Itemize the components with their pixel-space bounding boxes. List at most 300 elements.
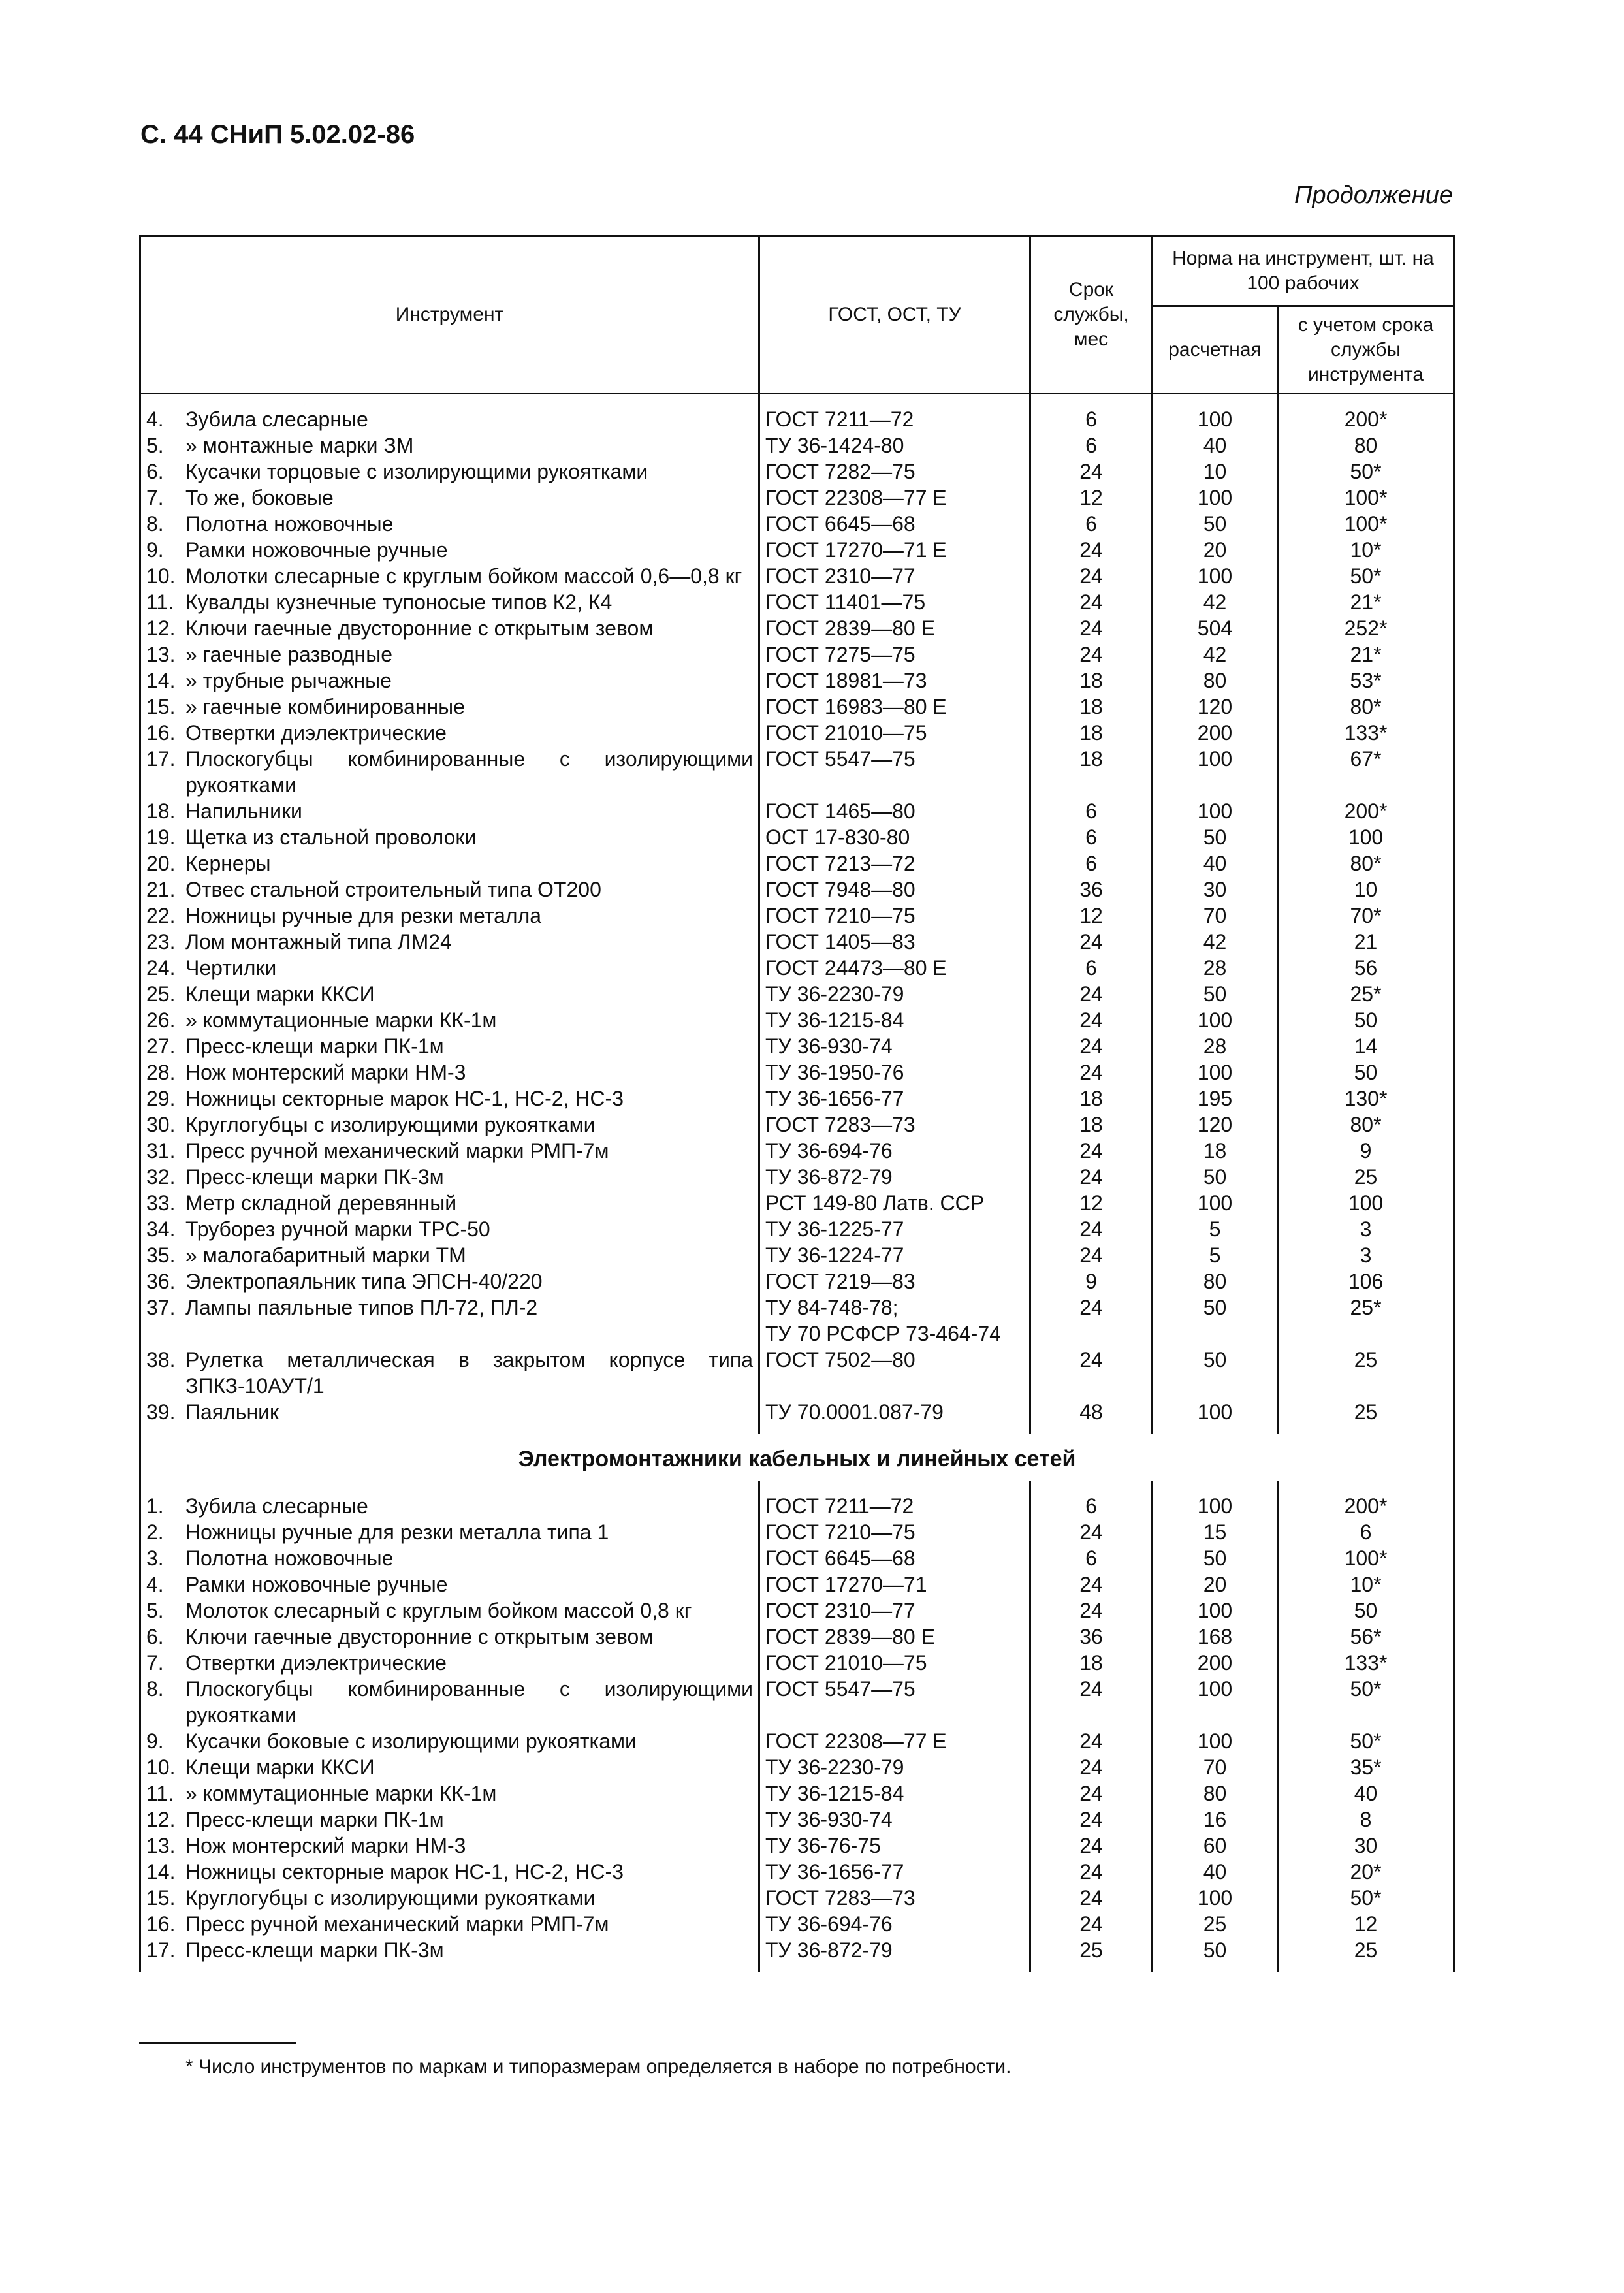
tool-entry bbox=[146, 537, 753, 563]
gost-reference: РСТ 149-80 Латв. ССР bbox=[765, 1191, 985, 1215]
gost-reference: ТУ 36-930-74 bbox=[765, 1808, 893, 1831]
norm-with-life-cell: 56 bbox=[1278, 955, 1454, 981]
gost-reference: ТУ 84-748-78; bbox=[765, 1296, 899, 1319]
header-gost: ГОСТ, ОСТ, ТУ bbox=[759, 236, 1030, 394]
norm-with-life-cell: 3 bbox=[1278, 1242, 1454, 1268]
tool-cell bbox=[140, 1911, 759, 1937]
tool-cell bbox=[140, 850, 759, 876]
tool-entry bbox=[146, 1728, 753, 1754]
table-row bbox=[140, 798, 1454, 824]
gost-cell bbox=[759, 1597, 1030, 1624]
table-row bbox=[140, 1216, 1454, 1242]
service-life-cell: 24 bbox=[1030, 1164, 1153, 1190]
item-number: 9. bbox=[146, 1729, 164, 1753]
service-life-cell: 24 bbox=[1030, 1242, 1153, 1268]
gost-cell bbox=[759, 1033, 1030, 1059]
norm-with-life-cell: 50* bbox=[1278, 563, 1454, 589]
tool-cell bbox=[140, 824, 759, 850]
tool-name: » малогабаритный марки ТМ bbox=[185, 1243, 466, 1267]
calc-norm-cell: 100 bbox=[1153, 798, 1278, 824]
gost-cell bbox=[759, 1268, 1030, 1294]
item-number: 18. bbox=[146, 799, 176, 823]
calc-norm-cell: 30 bbox=[1153, 876, 1278, 903]
tool-cell bbox=[140, 511, 759, 537]
tool-name: Клещи марки ККСИ bbox=[185, 1756, 375, 1779]
tool-entry bbox=[146, 511, 753, 537]
gost-cell bbox=[759, 1833, 1030, 1859]
gost-reference: ТУ 36-872-79 bbox=[765, 1938, 893, 1962]
tool-name: Пресс-клещи марки ПК-3м bbox=[185, 1938, 444, 1962]
item-number: 6. bbox=[146, 460, 164, 483]
tool-name: Плоскогубцы комбинированные с изолирующими рукоятками bbox=[185, 747, 753, 797]
norm-with-life-cell: 25 bbox=[1278, 1347, 1454, 1399]
tool-entry bbox=[146, 850, 753, 876]
calc-norm-cell: 50 bbox=[1153, 1545, 1278, 1571]
gost-cell bbox=[759, 1885, 1030, 1911]
calc-norm-cell: 100 bbox=[1153, 394, 1278, 433]
tool-cell bbox=[140, 1138, 759, 1164]
tool-name: Плоскогубцы комбинированные с изолирующими рукоятками bbox=[185, 1677, 753, 1727]
tool-cell bbox=[140, 1754, 759, 1780]
calc-norm-cell: 42 bbox=[1153, 589, 1278, 615]
calc-norm-cell: 42 bbox=[1153, 929, 1278, 955]
table-row bbox=[140, 1164, 1454, 1190]
gost-cell bbox=[759, 1399, 1030, 1434]
table-row bbox=[140, 1597, 1454, 1624]
tool-cell bbox=[140, 394, 759, 433]
item-number: 23. bbox=[146, 930, 176, 954]
gost-reference: ГОСТ 7275—75 bbox=[765, 643, 915, 666]
tool-cell bbox=[140, 1676, 759, 1728]
gost-cell bbox=[759, 511, 1030, 537]
tool-name: Напильники bbox=[185, 799, 302, 823]
gost-cell bbox=[759, 1112, 1030, 1138]
tool-entry bbox=[146, 1268, 753, 1294]
norm-with-life-cell: 21 bbox=[1278, 929, 1454, 955]
tool-entry bbox=[146, 1937, 753, 1963]
tool-entry bbox=[146, 798, 753, 824]
calc-norm-cell: 60 bbox=[1153, 1833, 1278, 1859]
table-row bbox=[140, 694, 1454, 720]
gost-reference: ТУ 36-1950-76 bbox=[765, 1061, 904, 1084]
service-life-cell: 24 bbox=[1030, 589, 1153, 615]
tool-name: Щетка из стальной проволоки bbox=[185, 826, 477, 849]
gost-reference: ТУ 36-930-74 bbox=[765, 1034, 893, 1058]
table-row bbox=[140, 903, 1454, 929]
service-life-cell: 24 bbox=[1030, 1347, 1153, 1399]
tool-entry bbox=[146, 1806, 753, 1833]
service-life-cell: 18 bbox=[1030, 1650, 1153, 1676]
service-life-cell: 24 bbox=[1030, 1294, 1153, 1347]
gost-reference: ГОСТ 2839—80 Е bbox=[765, 1625, 935, 1648]
service-life-cell: 24 bbox=[1030, 1033, 1153, 1059]
tool-entry bbox=[146, 1033, 753, 1059]
gost-reference: ГОСТ 24473—80 Е bbox=[765, 956, 947, 980]
gost-cell bbox=[759, 694, 1030, 720]
gost-reference: ГОСТ 22308—77 Е bbox=[765, 1729, 947, 1753]
tool-name: Зубила слесарные bbox=[185, 408, 368, 431]
tool-cell bbox=[140, 1624, 759, 1650]
gost-cell bbox=[759, 1780, 1030, 1806]
service-life-cell: 24 bbox=[1030, 1885, 1153, 1911]
table-row bbox=[140, 955, 1454, 981]
calc-norm-cell: 16 bbox=[1153, 1806, 1278, 1833]
footnote: * Число инструментов по маркам и типоразмерам определяется в наборе по потребности. bbox=[185, 2056, 1011, 2077]
gost-cell bbox=[759, 824, 1030, 850]
tool-name: Рамки ножовочные ручные bbox=[185, 538, 448, 562]
gost-cell bbox=[759, 1138, 1030, 1164]
gost-cell bbox=[759, 720, 1030, 746]
section2-header bbox=[140, 1434, 1454, 1481]
calc-norm-cell: 70 bbox=[1153, 903, 1278, 929]
item-number: 32. bbox=[146, 1165, 176, 1189]
service-life-cell: 18 bbox=[1030, 1085, 1153, 1112]
table-row bbox=[140, 929, 1454, 955]
norm-with-life-cell: 50 bbox=[1278, 1059, 1454, 1085]
item-number: 11. bbox=[146, 590, 174, 614]
item-number: 35. bbox=[146, 1243, 176, 1267]
table-row bbox=[140, 1268, 1454, 1294]
calc-norm-cell: 50 bbox=[1153, 511, 1278, 537]
tool-cell bbox=[140, 667, 759, 694]
table-row bbox=[140, 1937, 1454, 1972]
gost-cell bbox=[759, 798, 1030, 824]
gost-cell bbox=[759, 1650, 1030, 1676]
calc-norm-cell: 5 bbox=[1153, 1216, 1278, 1242]
item-number: 13. bbox=[146, 643, 176, 666]
table-row bbox=[140, 615, 1454, 641]
item-number: 34. bbox=[146, 1217, 176, 1241]
gost-reference: ГОСТ 7282—75 bbox=[765, 460, 915, 483]
service-life-cell: 6 bbox=[1030, 432, 1153, 458]
tool-name: Электропаяльник типа ЭПСН-40/220 bbox=[185, 1270, 543, 1293]
gost-reference: ОСТ 17-830-80 bbox=[765, 826, 910, 849]
table-row bbox=[140, 1780, 1454, 1806]
item-number: 16. bbox=[146, 721, 176, 745]
gost-reference: ТУ 36-1224-77 bbox=[765, 1243, 904, 1267]
gost-cell bbox=[759, 1347, 1030, 1399]
calc-norm-cell: 28 bbox=[1153, 955, 1278, 981]
item-number: 13. bbox=[146, 1834, 176, 1857]
table-row bbox=[140, 1885, 1454, 1911]
gost-reference: ГОСТ 5547—75 bbox=[765, 747, 915, 771]
item-number: 7. bbox=[146, 486, 164, 509]
gost-reference: ГОСТ 7283—73 bbox=[765, 1886, 915, 1910]
tool-cell bbox=[140, 1164, 759, 1190]
calc-norm-cell: 50 bbox=[1153, 1294, 1278, 1347]
tool-cell bbox=[140, 432, 759, 458]
header-service-life: Срок службы, мес bbox=[1030, 236, 1153, 394]
tool-name: Ножницы ручные для резки металла bbox=[185, 904, 542, 927]
gost-cell bbox=[759, 876, 1030, 903]
norm-with-life-cell: 200* bbox=[1278, 394, 1454, 433]
gost-reference: ГОСТ 7948—80 bbox=[765, 878, 915, 901]
tool-name: Рамки ножовочные ручные bbox=[185, 1573, 448, 1596]
norm-with-life-cell: 80* bbox=[1278, 694, 1454, 720]
table-row bbox=[140, 1806, 1454, 1833]
norm-with-life-cell: 30 bbox=[1278, 1833, 1454, 1859]
calc-norm-cell: 18 bbox=[1153, 1138, 1278, 1164]
tool-entry bbox=[146, 929, 753, 955]
tool-entry bbox=[146, 641, 753, 667]
norm-with-life-cell: 106 bbox=[1278, 1268, 1454, 1294]
tool-cell bbox=[140, 876, 759, 903]
table-row bbox=[140, 746, 1454, 798]
tool-entry bbox=[146, 1190, 753, 1216]
gost-reference: ТУ 36-1656-77 bbox=[765, 1860, 904, 1884]
calc-norm-cell: 100 bbox=[1153, 1190, 1278, 1216]
service-life-cell: 6 bbox=[1030, 511, 1153, 537]
item-number: 15. bbox=[146, 695, 176, 718]
item-number: 24. bbox=[146, 956, 176, 980]
header-norm-group: Норма на инструмент, шт. на 100 рабочих bbox=[1153, 236, 1454, 306]
tool-name: Нож монтерский марки НМ-3 bbox=[185, 1834, 466, 1857]
norm-with-life-cell: 21* bbox=[1278, 589, 1454, 615]
service-life-cell: 6 bbox=[1030, 1481, 1153, 1519]
gost-cell bbox=[759, 1085, 1030, 1112]
tool-entry bbox=[146, 1085, 753, 1112]
calc-norm-cell: 40 bbox=[1153, 850, 1278, 876]
item-number: 37. bbox=[146, 1296, 176, 1319]
item-number: 26. bbox=[146, 1008, 176, 1032]
service-life-cell: 6 bbox=[1030, 798, 1153, 824]
item-number: 27. bbox=[146, 1034, 176, 1058]
tool-name: Ключи гаечные двусторонние с открытым зевом bbox=[185, 617, 654, 640]
calc-norm-cell: 100 bbox=[1153, 1728, 1278, 1754]
tool-entry bbox=[146, 1545, 753, 1571]
tool-entry bbox=[146, 1216, 753, 1242]
norm-with-life-cell: 3 bbox=[1278, 1216, 1454, 1242]
tool-entry bbox=[146, 746, 753, 798]
gost-reference: ГОСТ 21010—75 bbox=[765, 721, 927, 745]
tool-name: Кувалды кузнечные тупоносые типов К2, К4 bbox=[185, 590, 613, 614]
tool-entry bbox=[146, 485, 753, 511]
tool-cell bbox=[140, 798, 759, 824]
calc-norm-cell: 10 bbox=[1153, 458, 1278, 485]
header-with-life: с учетом срока службы инструмента bbox=[1278, 306, 1454, 394]
table-row bbox=[140, 981, 1454, 1007]
gost-reference: ГОСТ 6645—68 bbox=[765, 512, 915, 536]
tool-entry bbox=[146, 955, 753, 981]
gost-reference: ГОСТ 7283—73 bbox=[765, 1113, 915, 1136]
gost-cell bbox=[759, 1294, 1030, 1347]
service-life-cell: 48 bbox=[1030, 1399, 1153, 1434]
gost-reference: ТУ 36-1424-80 bbox=[765, 434, 904, 457]
service-life-cell: 24 bbox=[1030, 1597, 1153, 1624]
norm-with-life-cell: 200* bbox=[1278, 1481, 1454, 1519]
item-number: 14. bbox=[146, 1860, 176, 1884]
service-life-cell: 24 bbox=[1030, 981, 1153, 1007]
table-row bbox=[140, 1571, 1454, 1597]
gost-cell bbox=[759, 1624, 1030, 1650]
tool-cell bbox=[140, 1937, 759, 1972]
service-life-cell: 24 bbox=[1030, 1216, 1153, 1242]
calc-norm-cell: 100 bbox=[1153, 1399, 1278, 1434]
tool-cell bbox=[140, 1268, 759, 1294]
tool-name: Кернеры bbox=[185, 852, 271, 875]
norm-with-life-cell: 252* bbox=[1278, 615, 1454, 641]
service-life-cell: 36 bbox=[1030, 1624, 1153, 1650]
service-life-cell: 24 bbox=[1030, 1007, 1153, 1033]
calc-norm-cell: 100 bbox=[1153, 1007, 1278, 1033]
service-life-cell: 24 bbox=[1030, 1571, 1153, 1597]
gost-cell bbox=[759, 485, 1030, 511]
tool-name: Полотна ножовочные bbox=[185, 1547, 394, 1570]
section1-body bbox=[140, 394, 1454, 1435]
calc-norm-cell: 100 bbox=[1153, 1597, 1278, 1624]
tool-cell bbox=[140, 1728, 759, 1754]
tool-entry bbox=[146, 1676, 753, 1728]
norm-with-life-cell: 10* bbox=[1278, 537, 1454, 563]
calc-norm-cell: 100 bbox=[1153, 485, 1278, 511]
table-row bbox=[140, 824, 1454, 850]
tool-cell bbox=[140, 485, 759, 511]
gost-cell bbox=[759, 615, 1030, 641]
tool-cell bbox=[140, 903, 759, 929]
gost-cell bbox=[759, 1007, 1030, 1033]
table-row bbox=[140, 1624, 1454, 1650]
norm-with-life-cell: 25* bbox=[1278, 981, 1454, 1007]
service-life-cell: 36 bbox=[1030, 876, 1153, 903]
table-row bbox=[140, 876, 1454, 903]
calc-norm-cell: 80 bbox=[1153, 1268, 1278, 1294]
gost-reference: ГОСТ 2310—77 bbox=[765, 1599, 915, 1622]
item-number: 10. bbox=[146, 564, 176, 588]
norm-with-life-cell: 70* bbox=[1278, 903, 1454, 929]
service-life-cell: 12 bbox=[1030, 1190, 1153, 1216]
tool-name: Пресс ручной механический марки РМП-7м bbox=[185, 1912, 609, 1936]
tool-name: » коммутационные марки КК-1м bbox=[185, 1782, 497, 1805]
table-row bbox=[140, 485, 1454, 511]
service-life-cell: 6 bbox=[1030, 955, 1153, 981]
gost-cell bbox=[759, 1806, 1030, 1833]
item-number: 9. bbox=[146, 538, 164, 562]
item-number: 28. bbox=[146, 1061, 176, 1084]
tool-entry bbox=[146, 589, 753, 615]
tool-cell bbox=[140, 589, 759, 615]
service-life-cell: 24 bbox=[1030, 929, 1153, 955]
tool-entry bbox=[146, 720, 753, 746]
tool-name: Труборез ручной марки ТРС-50 bbox=[185, 1217, 490, 1241]
tool-cell bbox=[140, 1085, 759, 1112]
service-life-cell: 6 bbox=[1030, 1545, 1153, 1571]
norm-with-life-cell: 8 bbox=[1278, 1806, 1454, 1833]
tool-entry bbox=[146, 1833, 753, 1859]
tool-entry bbox=[146, 615, 753, 641]
gost-cell bbox=[759, 1545, 1030, 1571]
tool-cell bbox=[140, 1294, 759, 1347]
gost-reference: ГОСТ 7210—75 bbox=[765, 904, 915, 927]
tool-cell bbox=[140, 1242, 759, 1268]
gost-reference: ТУ 36-1225-77 bbox=[765, 1217, 904, 1241]
tool-cell bbox=[140, 1033, 759, 1059]
tool-cell bbox=[140, 720, 759, 746]
gost-reference: ГОСТ 11401—75 bbox=[765, 590, 926, 614]
service-life-cell: 18 bbox=[1030, 1112, 1153, 1138]
item-number: 29. bbox=[146, 1087, 176, 1110]
item-number: 38. bbox=[146, 1348, 176, 1371]
tool-cell bbox=[140, 1190, 759, 1216]
gost-reference: ТУ 36-1215-84 bbox=[765, 1782, 904, 1805]
gost-cell bbox=[759, 667, 1030, 694]
table-row bbox=[140, 1007, 1454, 1033]
gost-reference: ГОСТ 18981—73 bbox=[765, 669, 927, 692]
gost-reference: ТУ 70.0001.087-79 bbox=[765, 1400, 944, 1424]
table-row bbox=[140, 589, 1454, 615]
norm-with-life-cell: 6 bbox=[1278, 1519, 1454, 1545]
tool-entry bbox=[146, 563, 753, 589]
item-number: 17. bbox=[146, 1938, 176, 1962]
tool-entry bbox=[146, 1112, 753, 1138]
tools-norm-table bbox=[139, 235, 1455, 1972]
item-number: 12. bbox=[146, 1808, 176, 1831]
gost-reference: ГОСТ 7211—72 bbox=[765, 408, 914, 431]
tool-name: » гаечные комбинированные bbox=[185, 695, 465, 718]
tool-name: Пресс ручной механический марки РМП-7м bbox=[185, 1139, 609, 1163]
calc-norm-cell: 100 bbox=[1153, 1676, 1278, 1728]
gost-reference: ГОСТ 7210—75 bbox=[765, 1520, 915, 1544]
gost-reference: ГОСТ 21010—75 bbox=[765, 1651, 927, 1675]
item-number: 25. bbox=[146, 982, 176, 1006]
norm-with-life-cell: 25 bbox=[1278, 1937, 1454, 1972]
tool-name: Кусачки торцовые с изолирующими рукоятками bbox=[185, 460, 648, 483]
table-row bbox=[140, 1085, 1454, 1112]
calc-norm-cell: 70 bbox=[1153, 1754, 1278, 1780]
tool-entry bbox=[146, 1650, 753, 1676]
tool-entry bbox=[146, 1242, 753, 1268]
item-number: 4. bbox=[146, 1573, 164, 1596]
tool-cell bbox=[140, 1545, 759, 1571]
tool-cell bbox=[140, 615, 759, 641]
gost-cell bbox=[759, 1481, 1030, 1519]
table-row bbox=[140, 1911, 1454, 1937]
item-number: 15. bbox=[146, 1886, 176, 1910]
table-row bbox=[140, 563, 1454, 589]
gost-cell bbox=[759, 1216, 1030, 1242]
calc-norm-cell: 100 bbox=[1153, 746, 1278, 798]
norm-with-life-cell: 20* bbox=[1278, 1859, 1454, 1885]
tool-cell bbox=[140, 1597, 759, 1624]
item-number: 8. bbox=[146, 1677, 164, 1701]
tool-name: Круглогубцы с изолирующими рукоятками bbox=[185, 1886, 596, 1910]
footnote-separator bbox=[139, 2042, 296, 2044]
calc-norm-cell: 25 bbox=[1153, 1911, 1278, 1937]
gost-reference: ТУ 36-2230-79 bbox=[765, 1756, 904, 1779]
table-row bbox=[140, 1519, 1454, 1545]
tool-name: Лампы паяльные типов ПЛ-72, ПЛ-2 bbox=[185, 1296, 538, 1319]
gost-reference: ТУ 36-1215-84 bbox=[765, 1008, 904, 1032]
tool-cell bbox=[140, 1650, 759, 1676]
tool-name: Метр складной деревянный bbox=[185, 1191, 457, 1215]
service-life-cell: 24 bbox=[1030, 563, 1153, 589]
norm-with-life-cell: 50 bbox=[1278, 1007, 1454, 1033]
gost-reference: ГОСТ 1465—80 bbox=[765, 799, 915, 823]
service-life-cell: 24 bbox=[1030, 1833, 1153, 1859]
item-number: 16. bbox=[146, 1912, 176, 1936]
table-row bbox=[140, 1545, 1454, 1571]
service-life-cell: 18 bbox=[1030, 694, 1153, 720]
calc-norm-cell: 28 bbox=[1153, 1033, 1278, 1059]
tool-name: Пресс-клещи марки ПК-1м bbox=[185, 1034, 444, 1058]
tool-name: Ножницы секторные марок НС-1, НС-2, НС-3 bbox=[185, 1087, 624, 1110]
tool-entry bbox=[146, 1519, 753, 1545]
gost-reference: ГОСТ 7211—72 bbox=[765, 1494, 914, 1518]
gost-reference: ГОСТ 5547—75 bbox=[765, 1677, 915, 1701]
gost-cell bbox=[759, 1676, 1030, 1728]
gost-reference: ТУ 36-694-76 bbox=[765, 1139, 893, 1163]
norm-with-life-cell: 100* bbox=[1278, 511, 1454, 537]
page-header: С. 44 СНиП 5.02.02-86 bbox=[140, 120, 415, 149]
